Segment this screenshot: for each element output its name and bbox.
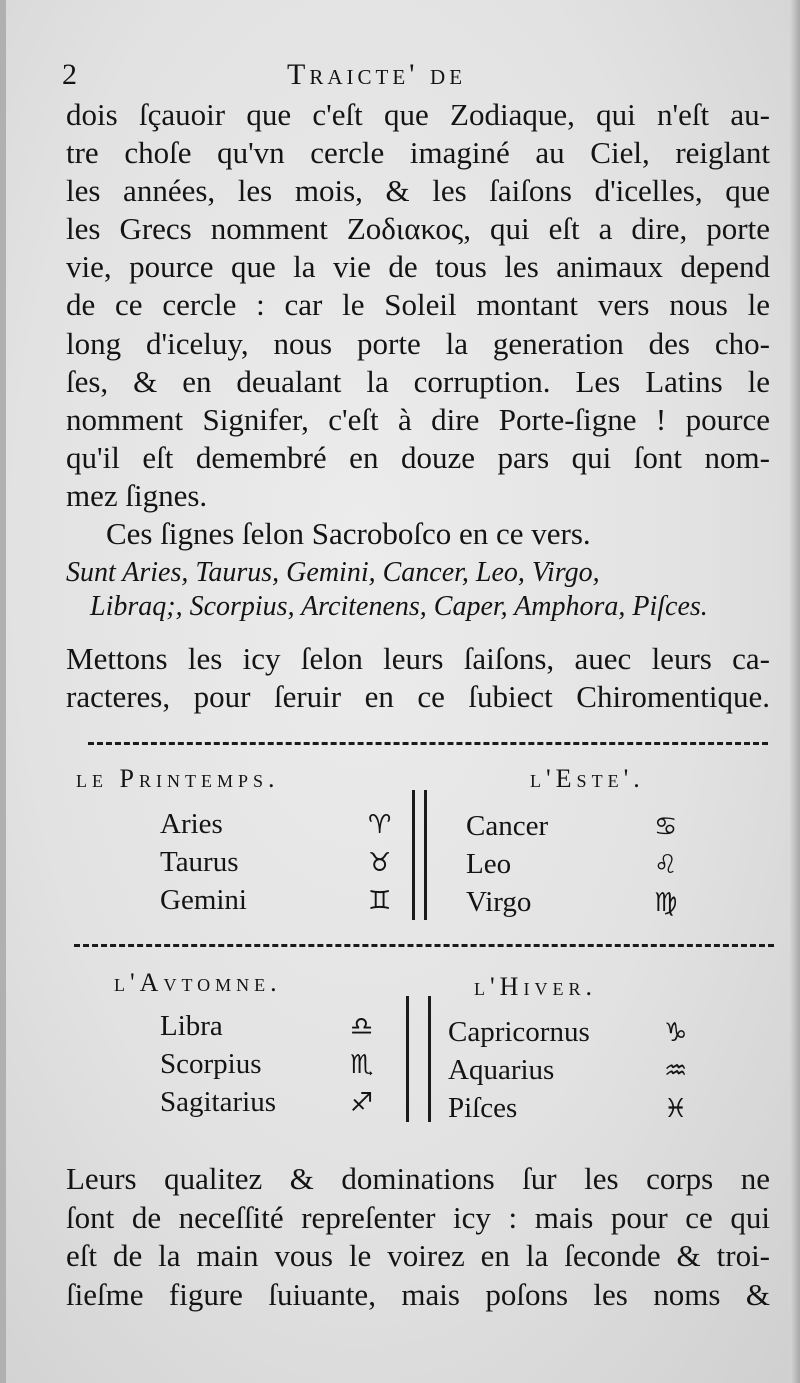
text-line: les années, les mois, & les ſaiſons d'icelles, que xyxy=(66,173,770,209)
text-line: eſt de la main vous le voirez en la ſeconde & troi- xyxy=(66,1238,770,1273)
text-line: tre choſe qu'vn cercle imaginé au Ciel, reiglant xyxy=(66,135,770,171)
sign-name: Virgo xyxy=(466,886,532,918)
season-title-spring: le Printemps. xyxy=(76,764,280,793)
text-line: racteres, pour ſeruir en ce ſubiect Chiromentique. xyxy=(66,679,770,714)
sign-name: Gemini xyxy=(160,884,247,916)
sign-name: Scorpius xyxy=(160,1048,262,1080)
text-line: de ce cercle : car le Soleil montant vers nous le xyxy=(66,287,770,323)
season-title-summer: l'Este'. xyxy=(530,764,645,793)
sign-name: Cancer xyxy=(466,810,549,842)
paragraph-seasons-intro xyxy=(66,640,770,716)
text-line: Mettons les icy ſelon leurs ſaiſons, auec leurs ca- xyxy=(66,641,770,676)
taurus-icon: ♉ xyxy=(368,848,392,878)
page-number: 2 xyxy=(62,58,77,91)
leo-icon: ♌ xyxy=(654,850,678,880)
divider-rule-top xyxy=(88,742,768,745)
season-title-autumn: l'Avtomne. xyxy=(114,968,282,997)
text-line: nomment Signifer, c'eſt à dire Porte-ſigne ! pource xyxy=(66,401,770,437)
text-line: long d'iceluy, nous porte la generation des cho- xyxy=(66,325,770,361)
cancer-icon: ♋ xyxy=(654,812,678,842)
sign-name: Aquarius xyxy=(448,1054,555,1086)
sign-name: Piſces xyxy=(448,1092,518,1124)
sign-name: Libra xyxy=(160,1010,223,1042)
text-line: vie, pource que la vie de tous les animaux depend xyxy=(66,249,770,285)
capricornus-icon: ♑ xyxy=(664,1018,688,1048)
scorpius-icon: ♏ xyxy=(350,1050,374,1080)
divider-rule-middle xyxy=(74,944,774,947)
page-header xyxy=(62,56,762,96)
column-bar xyxy=(406,996,409,1122)
text-line: ſes, & en deualant la corruption. Les Latins le xyxy=(66,363,770,399)
paragraph-qualities xyxy=(66,1160,770,1314)
pisces-icon: ♓ xyxy=(664,1094,688,1124)
text-line: dois ſçauoir que c'eſt que Zodiaque, qui n'eſt au- xyxy=(66,97,770,132)
season-title-winter: l'Hiver. xyxy=(474,972,597,1001)
running-title: Traicte' de xyxy=(287,58,467,91)
verse-line-1: Sunt Aries, Taurus, Gemini, Cancer, Leo, Virgo, xyxy=(66,557,600,588)
virgo-icon: ♍ xyxy=(654,888,678,918)
verse-line-2: Libraq;, Scorpius, Arcitenens, Caper, Amphora, Piſces. xyxy=(90,591,708,622)
column-bar xyxy=(428,996,431,1122)
sign-name: Taurus xyxy=(160,846,239,878)
text-line: mez ſignes. xyxy=(66,477,208,513)
aquarius-icon: ♒ xyxy=(664,1056,688,1086)
sign-name: Leo xyxy=(466,848,512,880)
text-line: ſont de neceſſité repreſenter icy : mais pour ce qui xyxy=(66,1199,770,1235)
column-bar xyxy=(412,790,415,920)
sign-name: Capricornus xyxy=(448,1016,590,1048)
text-line: qu'il eſt demembré en douze pars qui ſont nom- xyxy=(66,439,770,475)
sagitarius-icon: ♐ xyxy=(350,1088,374,1118)
page-edge-left xyxy=(0,0,6,1383)
latin-verse xyxy=(66,556,766,624)
gemini-icon: ♊ xyxy=(368,886,392,916)
libra-icon: ♎ xyxy=(350,1012,374,1042)
aries-icon: ♈ xyxy=(368,810,392,840)
sign-name: Sagitarius xyxy=(160,1086,276,1118)
sign-name: Aries xyxy=(160,808,223,840)
text-line: Leurs qualitez & dominations ſur les corps ne xyxy=(66,1161,770,1196)
text-line: les Grecs nomment Zoδιακος, qui eſt a dire, porte xyxy=(66,211,770,247)
page-edge-right xyxy=(790,0,800,1383)
paragraph-zodiac xyxy=(66,96,770,553)
intro-line: Ces ſignes ſelon Sacroboſco en ce vers. xyxy=(106,516,591,552)
column-bar xyxy=(424,790,427,920)
text-line: ſieſme figure ſuiuante, mais poſons les noms & xyxy=(66,1276,770,1312)
